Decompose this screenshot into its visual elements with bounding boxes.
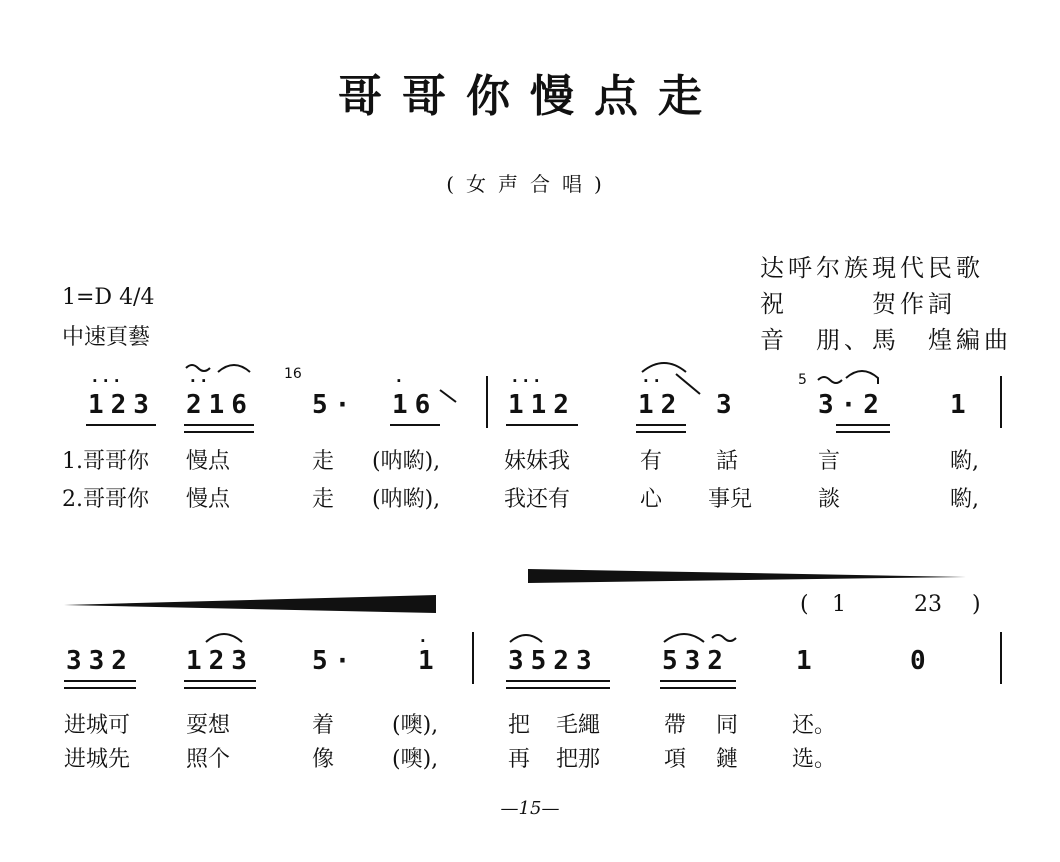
slur-marks (0, 620, 1060, 660)
note-group: 532 (662, 646, 730, 676)
note-group: 1 (796, 646, 819, 676)
lyric: 2.哥哥你 (62, 487, 149, 512)
bracket-open: ( (800, 592, 809, 617)
lyric: 还。 (792, 713, 837, 738)
octave-dot: · (420, 632, 426, 650)
note-group: 112 (508, 390, 576, 420)
note-group: 3 (716, 390, 739, 420)
lyric: (噢), (392, 747, 439, 772)
lyric: 鏈 (716, 747, 739, 772)
lyric: 照个 (186, 747, 231, 772)
octave-dot: · · (190, 372, 207, 390)
octave-dot: · · · (92, 372, 120, 390)
lyric: 妹妹我 (504, 449, 571, 474)
bracket-note: 1 (832, 592, 846, 617)
lyric: 項 (664, 747, 687, 772)
lyric: (呐喲), (372, 449, 441, 474)
dynamics-wedges (0, 555, 1060, 625)
note-group: 332 (66, 646, 134, 676)
bracket-close: ) (972, 592, 981, 617)
lyric: 着 (312, 713, 335, 738)
tempo-marking: 中速頁藝 (62, 325, 151, 350)
song-title: 哥哥你慢点走 (338, 71, 722, 122)
lyric: 有 (640, 449, 663, 474)
octave-dot: · · · (512, 372, 540, 390)
beam (184, 680, 256, 682)
note-group: 5· (312, 646, 358, 676)
lyric: 慢点 (186, 449, 231, 474)
lyric: 像 (312, 747, 335, 772)
lyric: 把那 (556, 747, 601, 772)
key-signature: 1=D 4/4 (62, 285, 155, 310)
lyric: 走 (312, 449, 335, 474)
song-subtitle: (女声合唱) (446, 172, 614, 196)
lyric: 把 (508, 713, 531, 738)
beam (660, 687, 736, 689)
lyric: 我还有 (504, 487, 571, 512)
lyric: 走 (312, 487, 335, 512)
note-group: 123 (88, 390, 156, 420)
lyric: 1.哥哥你 (62, 449, 149, 474)
bracket-note: 23 (914, 592, 942, 617)
note-group: 3·2 (818, 390, 886, 420)
note-group: 0 (910, 646, 933, 676)
lyric: 毛繩 (556, 713, 601, 738)
lyric: 同 (716, 713, 739, 738)
beam (506, 680, 610, 682)
note-group: 3523 (508, 646, 599, 676)
lyric: 进城可 (64, 713, 131, 738)
octave-dot: · (396, 372, 402, 390)
lyric: 喲, (950, 487, 979, 512)
grace-note: 5 (798, 372, 807, 388)
beam (660, 680, 736, 682)
octave-dot: · · (643, 372, 660, 390)
lyric: 再 (508, 747, 531, 772)
note-group: 12 (638, 390, 684, 420)
credit-arranger: 音 朋、馬 煌編曲 (760, 326, 1012, 354)
beam (506, 687, 610, 689)
page-number: —15— (500, 798, 560, 819)
note-group: 123 (186, 646, 254, 676)
grace-note: 16 (284, 366, 302, 382)
note-group: 1 (950, 390, 973, 420)
lyric: 进城先 (64, 747, 131, 772)
lyric: 耍想 (186, 713, 231, 738)
lyric: 心 (640, 487, 663, 512)
note-group: 5· (312, 390, 358, 420)
lyric: 选。 (792, 747, 837, 772)
lyric: 言 (818, 449, 841, 474)
note-group: 216 (186, 390, 254, 420)
beam (64, 687, 136, 689)
lyric: 喲, (950, 449, 979, 474)
lyric: (噢), (392, 713, 439, 738)
credit-source: 达呼尔族現代民歌 (760, 254, 984, 282)
beam (64, 680, 136, 682)
lyric: 話 (716, 449, 739, 474)
note-group: 1 (418, 646, 441, 676)
lyric: 事兒 (708, 487, 753, 512)
credit-lyricist: 祝 贺作詞 (760, 290, 956, 318)
lyric: (呐喲), (372, 487, 441, 512)
lyric: 談 (818, 487, 841, 512)
beam (184, 687, 256, 689)
lyric: 帶 (664, 713, 687, 738)
lyric: 慢点 (186, 487, 231, 512)
note-group: 16 (392, 390, 438, 420)
